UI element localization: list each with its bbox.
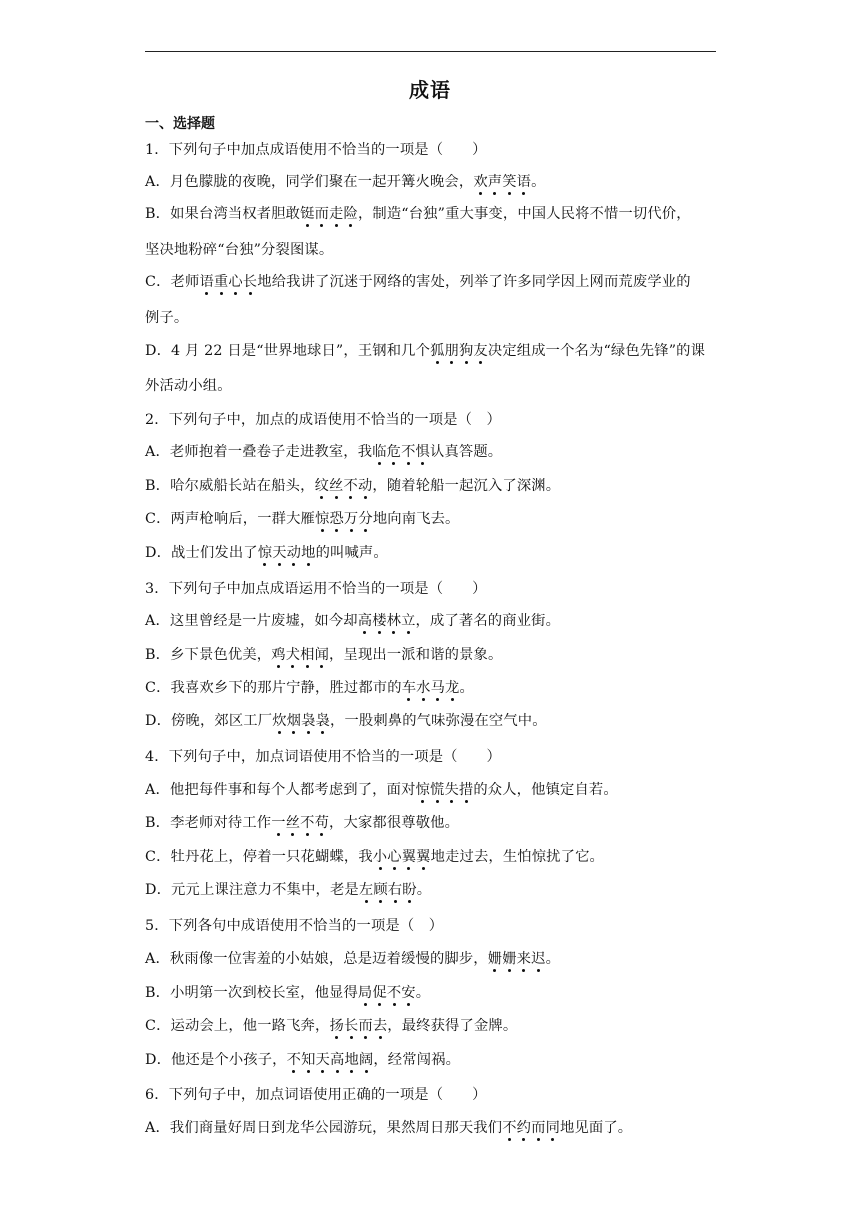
text-run: D．傍晚，郊区工厂 — [145, 713, 273, 729]
answer-option — [145, 442, 720, 462]
dotted-idiom — [287, 1052, 374, 1068]
dotted-idiom — [199, 274, 257, 290]
emphasis-char: 而 — [531, 1120, 546, 1136]
text-run: A．秋雨像一位害羞的小姑娘，总是迈着缓慢的脚步， — [145, 951, 488, 967]
emphasis-char: 高 — [357, 613, 373, 629]
emphasis-char: 翼 — [401, 849, 417, 865]
emphasis-char: 同 — [545, 1120, 561, 1136]
emphasis-char: 去 — [372, 1018, 388, 1034]
emphasis-char: 龙 — [445, 680, 460, 696]
answer-option — [145, 204, 720, 224]
question-stem — [145, 916, 720, 936]
dotted-idiom — [430, 343, 488, 359]
emphasis-char: 知 — [301, 1052, 316, 1068]
text-run: 地见面了。 — [560, 1120, 633, 1136]
emphasis-char: 右 — [387, 882, 403, 898]
document-title: 成语 — [409, 78, 451, 102]
answer-option — [145, 711, 720, 731]
answer-option — [145, 611, 720, 631]
emphasis-char: 重 — [213, 274, 229, 290]
text-run: 例子。 — [145, 310, 189, 326]
emphasis-char: 小 — [372, 849, 388, 865]
emphasis-char: 犬 — [285, 647, 301, 663]
text-run: 地向南飞去。 — [372, 511, 460, 527]
emphasis-char: 地 — [301, 545, 316, 561]
text-run: 。 — [416, 882, 432, 898]
dotted-idiom — [373, 849, 431, 865]
answer-option — [145, 1118, 720, 1138]
emphasis-char: 惊 — [315, 511, 330, 527]
dotted-idiom — [329, 1018, 387, 1034]
dotted-idiom — [372, 444, 430, 460]
dotted-idiom — [271, 815, 329, 831]
answer-option — [145, 509, 720, 529]
text-run: 的众人，他镇定自若。 — [473, 782, 618, 798]
emphasis-char: 约 — [516, 1120, 532, 1136]
option-continuation — [145, 376, 720, 396]
emphasis-char: 措 — [458, 782, 474, 798]
emphasis-char: 狐 — [430, 343, 445, 359]
emphasis-char: 迟 — [531, 951, 546, 967]
text-run: 。 — [459, 680, 474, 696]
emphasis-char: 不 — [300, 815, 315, 831]
text-run: ，成了著名的商业街。 — [415, 613, 561, 629]
text-run: B．如果台湾当权者胆敢 — [145, 206, 301, 222]
text-run: 外活动小组。 — [145, 378, 232, 394]
emphasis-char: 林 — [386, 613, 402, 629]
emphasis-char: 袅 — [315, 713, 330, 729]
emphasis-char: 动 — [357, 478, 373, 494]
emphasis-char: 局 — [357, 985, 373, 1001]
answer-option — [145, 678, 720, 698]
text-run: C．运动会上，他一路飞奔， — [145, 1018, 330, 1034]
text-run: 1．下列句子中加点成语使用不恰当的一项是（ ） — [145, 142, 487, 158]
emphasis-char: 分 — [358, 511, 373, 527]
text-run: 。 — [415, 985, 431, 1001]
answer-option — [145, 1050, 720, 1070]
emphasis-char: 立 — [401, 613, 416, 629]
emphasis-char: 不 — [386, 985, 402, 1001]
emphasis-char: 不 — [502, 1120, 517, 1136]
emphasis-char: 姗 — [502, 951, 517, 967]
emphasis-char: 闻 — [314, 647, 330, 663]
option-continuation — [145, 308, 720, 328]
answer-option — [145, 543, 720, 563]
text-run: 5．下列各句中成语使用不恰当的一项是（ ） — [145, 918, 444, 934]
emphasis-char: 楼 — [372, 613, 387, 629]
emphasis-char: 狗 — [458, 343, 474, 359]
emphasis-char: 心 — [387, 849, 402, 865]
emphasis-char: 惊 — [257, 545, 273, 561]
emphasis-char: 翼 — [416, 849, 431, 865]
answer-option — [145, 880, 720, 900]
text-run: ，大家都很尊敬他。 — [329, 815, 460, 831]
answer-option — [145, 847, 720, 867]
answer-option — [145, 341, 720, 361]
dotted-idiom — [488, 951, 546, 967]
dotted-idiom — [359, 882, 417, 898]
question-stem — [145, 747, 720, 767]
emphasis-char: 欢 — [473, 174, 488, 190]
dotted-idiom — [300, 206, 358, 222]
text-run: A．我们商量好周日到龙华公园游玩，果然周日那天我们 — [145, 1120, 503, 1136]
emphasis-char: 长 — [242, 274, 258, 290]
text-run: 地给我讲了沉迷于网络的害处，列举了许多同学因上网而荒废学业的 — [257, 274, 691, 290]
emphasis-char: 不 — [343, 478, 358, 494]
emphasis-char: 惊 — [415, 782, 430, 798]
emphasis-char: 阔 — [358, 1052, 374, 1068]
emphasis-char: 姗 — [487, 951, 503, 967]
emphasis-char: 笑 — [502, 174, 517, 190]
emphasis-char: 天 — [315, 1052, 330, 1068]
text-run: C．牡丹花上，停着一只花蝴蝶，我 — [145, 849, 373, 865]
emphasis-char: 慌 — [429, 782, 445, 798]
text-run: 的叫喊声。 — [315, 545, 388, 561]
dotted-idiom — [358, 613, 416, 629]
dotted-idiom — [258, 545, 316, 561]
text-run: 决定组成一个名为“绿色先锋”的课 — [487, 343, 706, 359]
text-run: 坚决地粉碎“台独”分裂图谋。 — [145, 242, 334, 258]
text-run: 4．下列句子中，加点词语使用不恰当的一项是（ ） — [145, 749, 501, 765]
answer-option — [145, 780, 720, 800]
emphasis-char: 促 — [372, 985, 387, 1001]
text-run: A．这里曾经是一片废墟，如今却 — [145, 613, 358, 629]
text-run: B．小明第一次到校长室，他显得 — [145, 985, 358, 1001]
emphasis-char: 友 — [473, 343, 488, 359]
text-run: C．老师 — [145, 274, 200, 290]
answer-option — [145, 645, 720, 665]
text-run: ，最终获得了金牌。 — [387, 1018, 518, 1034]
emphasis-char: 来 — [516, 951, 532, 967]
emphasis-char: 而 — [314, 206, 330, 222]
answer-option — [145, 272, 720, 292]
emphasis-char: 相 — [300, 647, 315, 663]
text-run: 6．下列句子中，加点词语使用正确的一项是（ ） — [145, 1087, 487, 1103]
emphasis-char: 顾 — [373, 882, 388, 898]
emphasis-char: 炊 — [272, 713, 287, 729]
text-run: C．我喜欢乡下的那片宁静，胜过都市的 — [145, 680, 402, 696]
emphasis-char: 丝 — [285, 815, 301, 831]
emphasis-char: 纹 — [314, 478, 330, 494]
text-run: ，经常闯祸。 — [373, 1052, 461, 1068]
dotted-idiom — [473, 174, 531, 190]
option-continuation — [145, 240, 720, 260]
emphasis-char: 水 — [416, 680, 431, 696]
text-run: D．他还是个小孩子， — [145, 1052, 287, 1068]
emphasis-char: 临 — [372, 444, 387, 460]
emphasis-char: 烟 — [286, 713, 302, 729]
text-run: C．两声枪响后，一群大雁 — [145, 511, 316, 527]
text-run: 3．下列句子中加点成语运用不恰当的一项是（ ） — [145, 581, 487, 597]
emphasis-char: 一 — [271, 815, 286, 831]
emphasis-char: 天 — [272, 545, 287, 561]
text-run: A．老师抱着一叠卷子走进教室，我 — [145, 444, 373, 460]
emphasis-char: 地 — [344, 1052, 359, 1068]
dotted-idiom — [271, 647, 329, 663]
text-run: B．哈尔威船长站在船头， — [145, 478, 315, 494]
answer-option — [145, 983, 720, 1003]
answer-option — [145, 813, 720, 833]
emphasis-char: 声 — [487, 174, 503, 190]
text-run: ，呈现出一派和谐的景象。 — [329, 647, 503, 663]
emphasis-char: 苟 — [314, 815, 330, 831]
text-run: 地走过去，生怕惊扰了它。 — [430, 849, 604, 865]
emphasis-char: 扬 — [329, 1018, 344, 1034]
emphasis-char: 而 — [358, 1018, 373, 1034]
text-run: 2．下列句子中，加点的成语使用不恰当的一项是（ ） — [145, 412, 501, 428]
dotted-idiom — [272, 713, 330, 729]
text-run: 认真答题。 — [430, 444, 503, 460]
emphasis-char: 不 — [286, 1052, 302, 1068]
text-run: A．他把每件事和每个人都考虑到了，面对 — [145, 782, 416, 798]
emphasis-char: 安 — [401, 985, 416, 1001]
text-run: A．月色朦胧的夜晚，同学们聚在一起开篝火晚会， — [145, 174, 474, 190]
emphasis-char: 万 — [343, 511, 359, 527]
text-run: 。 — [531, 174, 546, 190]
dotted-idiom — [402, 680, 460, 696]
text-run: D．4 月 22 日是“世界地球日”，王钢和几个 — [145, 343, 431, 359]
text-run: D．战士们发出了 — [145, 545, 258, 561]
header-rule — [145, 51, 716, 52]
emphasis-char: 左 — [358, 882, 374, 898]
question-stem — [145, 140, 720, 160]
emphasis-char: 车 — [401, 680, 417, 696]
emphasis-char: 铤 — [300, 206, 315, 222]
emphasis-char: 马 — [430, 680, 446, 696]
text-run: 。 — [545, 951, 561, 967]
emphasis-char: 动 — [286, 545, 302, 561]
emphasis-char: 丝 — [329, 478, 344, 494]
emphasis-char: 鸡 — [271, 647, 286, 663]
emphasis-char: 危 — [386, 444, 402, 460]
emphasis-char: 心 — [228, 274, 243, 290]
text-run: B．乡下景色优美， — [145, 647, 272, 663]
answer-option — [145, 949, 720, 969]
dotted-idiom — [315, 511, 373, 527]
emphasis-char: 不 — [401, 444, 416, 460]
emphasis-char: 失 — [444, 782, 459, 798]
text-run: D．元元上课注意力不集中，老是 — [145, 882, 359, 898]
text-run: ，一股刺鼻的气味弥漫在空气中。 — [330, 713, 547, 729]
answer-option — [145, 1016, 720, 1036]
emphasis-char: 长 — [343, 1018, 359, 1034]
emphasis-char: 恐 — [329, 511, 344, 527]
emphasis-char: 高 — [330, 1052, 345, 1068]
emphasis-char: 袅 — [301, 713, 316, 729]
dotted-idiom — [502, 1120, 560, 1136]
question-stem — [145, 1085, 720, 1105]
emphasis-char: 语 — [516, 174, 532, 190]
text-run: ，随着轮船一起沉入了深渊。 — [372, 478, 561, 494]
emphasis-char: 险 — [343, 206, 358, 222]
answer-option — [145, 172, 720, 192]
dotted-idiom — [416, 782, 474, 798]
emphasis-char: 盼 — [402, 882, 417, 898]
emphasis-char: 走 — [329, 206, 344, 222]
answer-option — [145, 476, 720, 496]
question-stem — [145, 579, 720, 599]
dotted-idiom — [358, 985, 416, 1001]
emphasis-char: 语 — [199, 274, 214, 290]
text-run: ，制造“台独”重大事变，中国人民将不惜一切代价， — [357, 206, 691, 222]
text-run: B．李老师对待工作 — [145, 815, 272, 831]
emphasis-char: 朋 — [444, 343, 459, 359]
dotted-idiom — [315, 478, 373, 494]
question-stem — [145, 410, 720, 430]
section-heading: 一、选择题 — [145, 116, 215, 132]
emphasis-char: 惧 — [415, 444, 430, 460]
